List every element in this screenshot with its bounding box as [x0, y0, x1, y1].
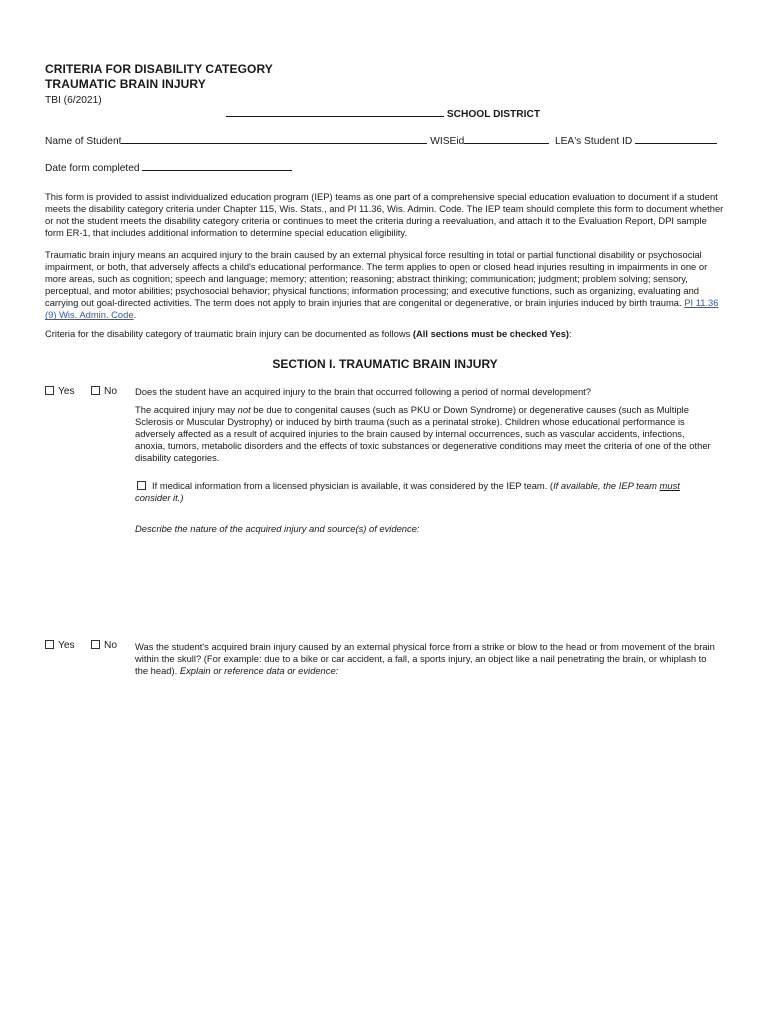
date-completed-input[interactable]	[142, 161, 292, 171]
student-name-label: Name of Student	[45, 136, 122, 147]
intro-paragraph: This form is provided to assist individualized education program (IEP) teams as one part of a comprehensive special education evaluation to document if a student meets the disability category criteria under Chapter 115, Wis. Stats., and PI 11.36, Wis. Admin. Code. The IEP team should complete this form to document whether or not the student meets the disability category criteria or continues to meet the criteria during a reevaluation, and attach it to the Evaluation Report, DPI sample form ER-1, that includes additional information to determine special education eligibility.	[45, 191, 724, 239]
q1-describe-area[interactable]	[135, 540, 720, 630]
q1-yes-label: Yes	[58, 386, 75, 397]
checkbox-icon	[45, 640, 54, 649]
criteria-end: :	[569, 328, 572, 339]
q2-yes-label: Yes	[58, 640, 75, 651]
wise-id-label: WISEid	[430, 136, 465, 147]
definition-paragraph: Traumatic brain injury means an acquired injury to the brain caused by an external physical force resulting in total or partial functional disability or psychosocial impairment, or both, that adversely affects a child's educational performance. The term applies to open or closed head injuries resulting in impairments in one or more areas, such as cognition; speech and language; memory; attention; reasoning; abstract thinking; communication; judgment; problem solving; sensory, perceptual, and motor abilities; psychosocial behavior; physical functions; information processing; and executive functions, such as organizing, evaluating and carrying out goal-directed activities. The term does not apply to brain injuries that are congenital or degenerative, or brain injuries induced by birth trauma. PI 11.36 (9) Wis. Admin. Code.	[45, 249, 719, 321]
checkbox-icon	[91, 386, 100, 395]
criteria-bold: (All sections must be checked Yes)	[412, 328, 570, 339]
date-completed-label: Date form completed	[45, 163, 140, 174]
q1-detail-not: not	[237, 404, 251, 415]
criteria-text: Criteria for the disability category of traumatic brain injury can be documented as follows	[45, 328, 411, 339]
q2-question-text: Was the student's acquired brain injury caused by an external physical force from a strike or blow to the head or from movement of the brain within the skull? (For example: due to a bike or car accident, a fall, a sports injury, an object like a nail penetrating the brain, or whiplash to the head).	[135, 641, 715, 677]
q1-detail-post: be due to congenital causes (such as PKU or Down Syndrome) or degenerative causes (such as Multiple Sclerosis or Muscular Dystrophy) or induced by birth trauma (such as a perinatal stroke). Children whose educational performance is adversely affected as a result of acquired injuries to the brain caused by internal occurrences, such as vascular accidents, infections, anoxia, tumors, metabolic disorders and the effects of toxic substances or degenerative conditions may meet the criteria of one of the other disability categories.	[135, 404, 711, 464]
q1-no-label: No	[104, 386, 118, 397]
school-district-label: SCHOOL DISTRICT	[446, 109, 541, 120]
date-completed-row	[45, 161, 292, 175]
school-district-input[interactable]	[226, 107, 444, 117]
medical-info-item	[135, 480, 720, 504]
criteria-line	[45, 328, 725, 340]
medical-text: If medical information from a licensed physician is available, it was considered by the IEP team. (	[152, 480, 554, 491]
q2-question	[135, 641, 720, 677]
definition-text: Traumatic brain injury means an acquired injury to the brain caused by an external physical force resulting in total or partial functional disability or psychosocial impairment, or both, that adversely affects a child's educational performance. The term applies to open or closed head injuries resulting in impairments in one or more areas, such as cognition; speech and language; memory; attention; reasoning; abstract thinking; communication; judgment; problem solving; sensory, perceptual, and motor abilities; psychosocial behavior; physical functions; information processing; and executive functions, such as organizing, evaluating and carrying out goal-directed activities. The term does not apply to brain injuries that are congenital or degenerative, or brain injuries induced by birth trauma.	[45, 249, 708, 309]
q1-question: Does the student have an acquired injury to the brain that occurred following a period of normal development?	[135, 386, 592, 397]
form-code: TBI (6/2021)	[45, 95, 102, 106]
medical-italic: If available, the IEP team	[553, 480, 660, 491]
medical-must: must	[659, 480, 680, 491]
q2-explain-label: Explain or reference data or evidence:	[179, 665, 339, 677]
form-title-line1: CRITERIA FOR DISABILITY CATEGORY	[45, 62, 273, 76]
wise-id-input[interactable]	[464, 134, 549, 144]
q1-detail-pre: The acquired injury may	[135, 404, 238, 415]
q2-no-checkbox[interactable]	[91, 640, 117, 651]
admin-code-link[interactable]: PI 11.36 (9) Wis. Admin. Code	[45, 297, 719, 321]
q2-explain-area[interactable]	[135, 682, 720, 802]
q1-describe-label: Describe the nature of the acquired injury and source(s) of evidence:	[135, 523, 420, 534]
student-name-input[interactable]	[121, 134, 427, 144]
medical-italic2: consider it.)	[135, 492, 184, 504]
student-info-row	[45, 134, 717, 148]
section-heading: SECTION I. TRAUMATIC BRAIN INJURY	[272, 357, 498, 371]
lea-student-id-label: LEA's Student ID	[554, 136, 633, 147]
q1-no-checkbox[interactable]	[91, 386, 117, 397]
school-district-row	[226, 107, 540, 121]
q2-yes-checkbox[interactable]	[45, 640, 75, 651]
checkbox-icon	[45, 386, 54, 395]
q2-no-label: No	[104, 640, 118, 651]
q1-detail	[135, 404, 715, 464]
form-title-line2: TRAUMATIC BRAIN INJURY	[45, 77, 206, 91]
q1-yes-checkbox[interactable]	[45, 386, 75, 397]
lea-student-id-input[interactable]	[635, 134, 717, 144]
checkbox-icon	[91, 640, 100, 649]
medical-info-checkbox[interactable]	[137, 481, 146, 490]
